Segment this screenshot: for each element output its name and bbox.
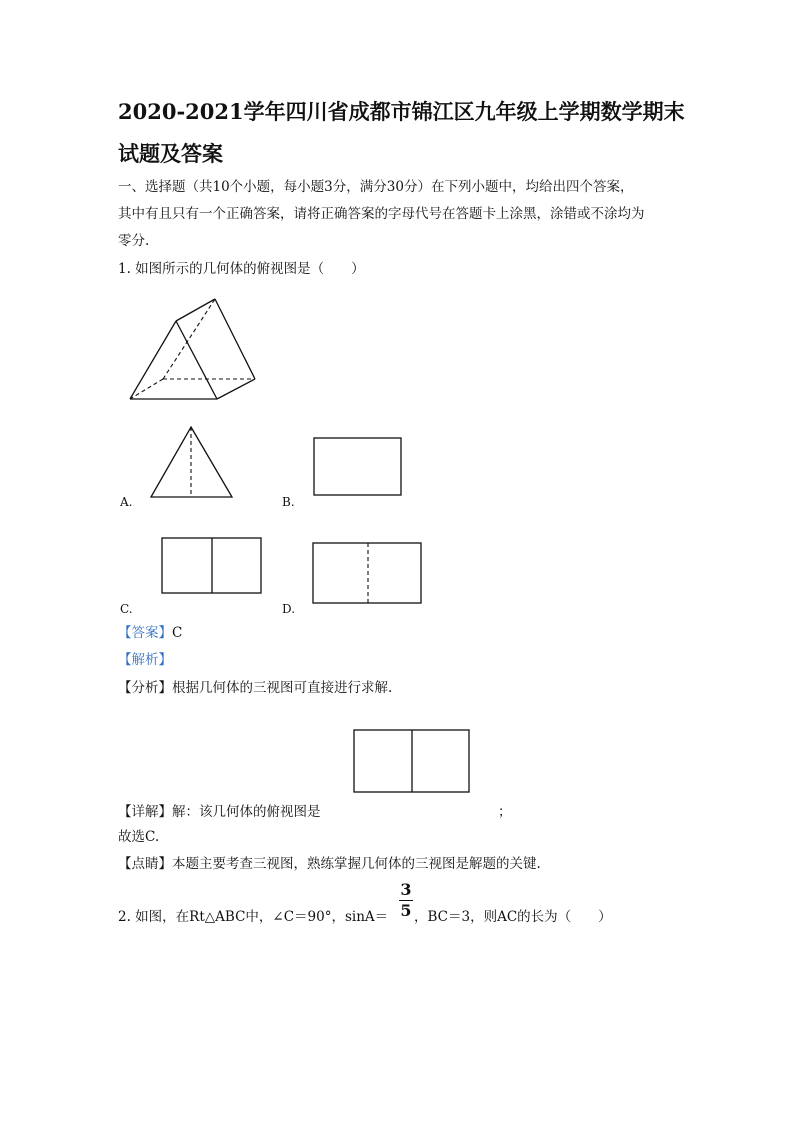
section-intro-line-2: 其中有且只有一个正确答案，请将正确答案的字母代号在答题卡上涂黑，涂错或不涂均为 [118,206,645,222]
fenxi-tag: 【分析】 [118,680,172,696]
fraction-denominator: 5 [400,901,412,920]
rectangle-shape [313,543,421,603]
option-c-label: C. [120,602,133,616]
prism-edge [176,321,217,399]
section-intro-line-3: 零分. [118,233,150,249]
choice-line: 故选C. [118,829,160,845]
q2-stem-part2: ，BC＝3，则AC的长为（ ） [414,909,612,925]
section-intro-line-1: 一、选择题（共10个小题，每小题3分，满分30分）在下列小题中，均给出四个答案， [118,179,634,195]
option-b-figure [312,436,404,498]
option-d-label: D. [282,602,296,616]
option-c-figure [160,536,264,596]
sin-fraction [399,882,413,919]
detail-text: 解：该几何体的俯视图是 [172,804,321,820]
document-title-line-2: 试题及答案 [118,141,223,166]
dianjing-text: 本题主要考查三视图，熟练掌握几何体的三视图是解题的关键. [172,856,541,872]
answer-tag: 【答案】 [118,625,172,641]
detail-line [118,806,321,820]
dianjing-line [118,858,541,872]
fenxi-text: 根据几何体的三视图可直接进行求解. [172,680,393,696]
prism-edge [130,321,176,399]
q2-stem-part1: 2. 如图，在Rt△ABC中，∠C＝90°，sinA＝ [118,909,389,925]
option-d-figure [311,541,424,606]
prism-edge [176,299,215,321]
detail-tag: 【详解】 [118,804,172,820]
dianjing-tag: 【点睛】 [118,856,172,872]
document-title-line-1: 2020-2021学年四川省成都市锦江区九年级上学期数学期末 [118,99,685,124]
q1-stem: 1. 如图所示的几何体的俯视图是（ ） [118,261,365,277]
prism-edge [215,299,255,379]
prism-hidden-edge [130,379,163,399]
option-a-label: A. [120,495,133,509]
answer-line [118,627,182,641]
prism-edge [217,379,255,399]
top-view-figure [352,728,472,795]
rectangle-shape [314,438,401,495]
prism-hidden-edge [163,299,215,379]
answer-value: C [172,625,183,641]
fenxi-line [118,682,392,696]
detail-end: ； [498,804,512,820]
prism-figure [125,295,260,405]
option-a-figure [148,424,234,500]
option-b-label: B. [282,495,295,509]
fraction-numerator: 3 [400,880,412,899]
analysis-tag: 【解析】 [118,652,172,668]
